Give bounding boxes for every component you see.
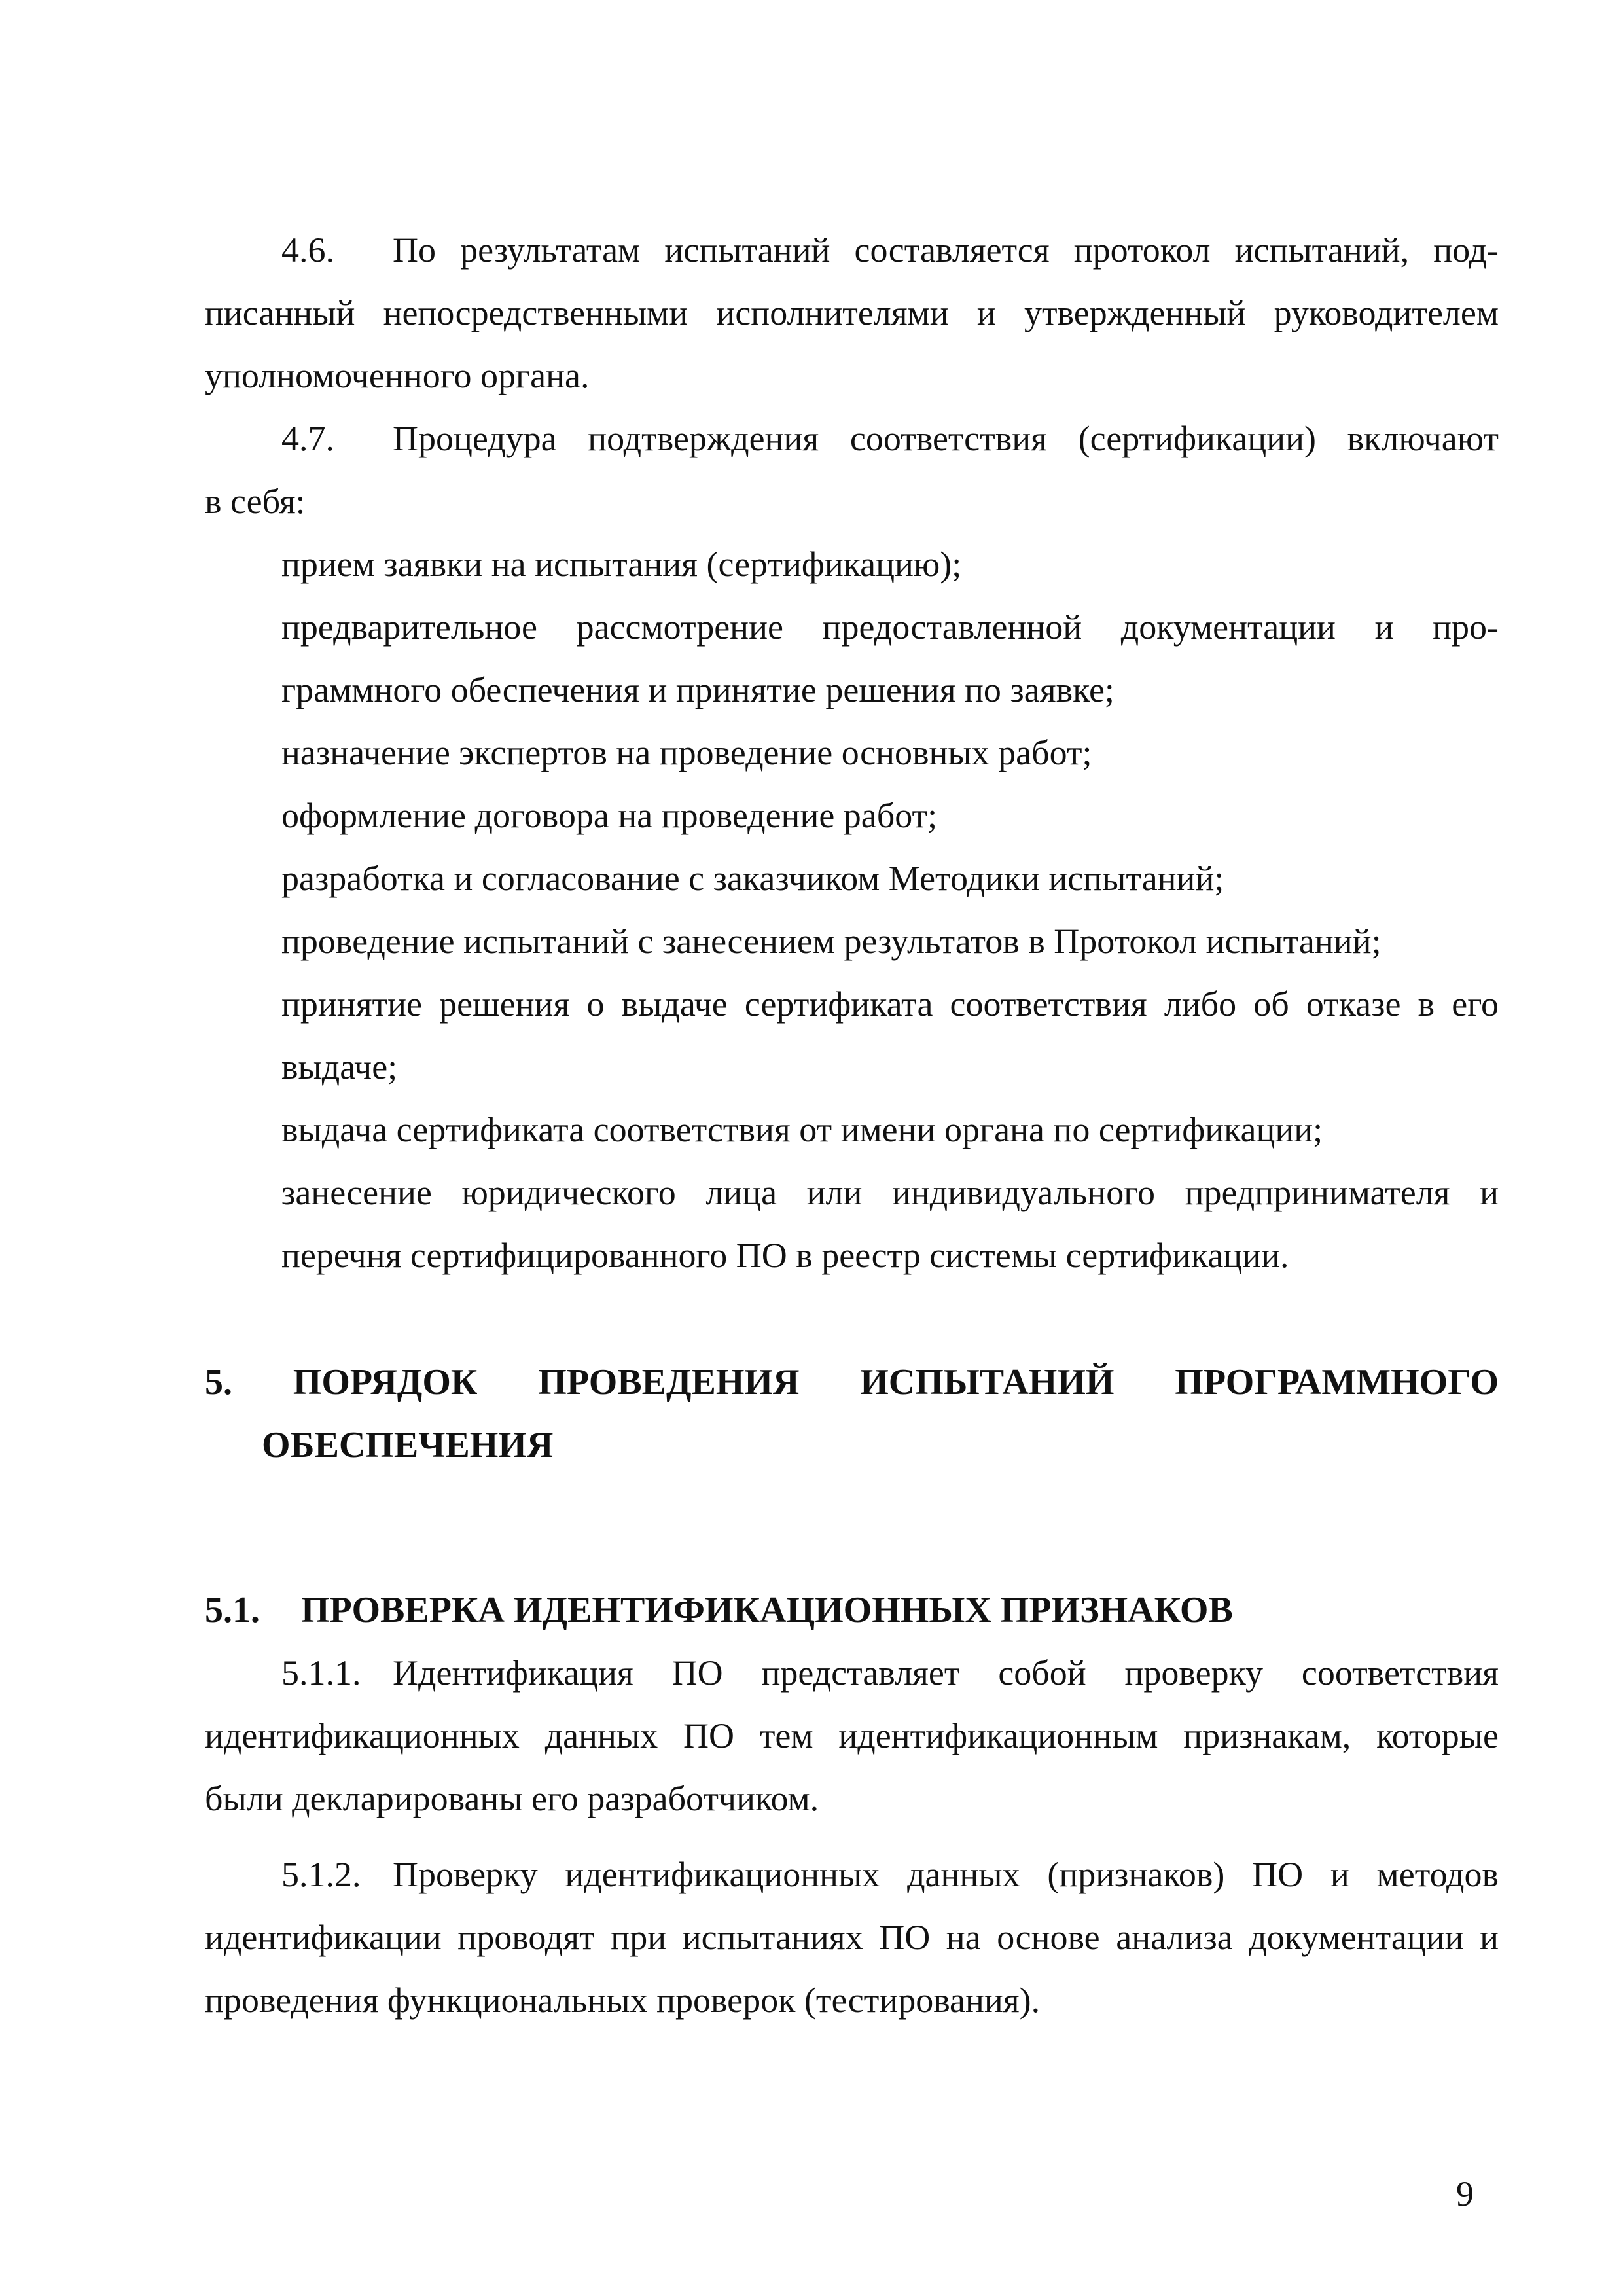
paragraph-5-1-1-number: 5.1.1.: [281, 1653, 361, 1693]
list-item: оформление договора на проведение работ;: [281, 796, 938, 835]
paragraph-5-1-2-text-1: Проверку идентификационных данных (признаков) ПО и методов: [393, 1855, 1499, 1894]
list-item: предварительное рассмотрение предоставленной документации и про-: [281, 607, 1499, 647]
paragraph-5-1-1-line-1: [281, 1652, 1499, 1694]
paragraph-4-7-text-1: Процедура подтверждения соответствия (сертификации) включают: [393, 419, 1499, 458]
paragraph-5-1-2-line-1: [281, 1854, 1499, 1895]
paragraph-4-7-line-1: [281, 418, 1499, 459]
subsection-5-1-number: 5.1.: [205, 1590, 260, 1630]
list-item: граммного обеспечения и принятие решения по заявке;: [281, 670, 1115, 709]
paragraph-4-6-line-3: уполномоченного органа.: [205, 356, 590, 395]
list-item: прием заявки на испытания (сертификацию);: [281, 545, 962, 584]
paragraph-5-1-1-text-1: Идентификация ПО представляет собой проверку соответствия: [393, 1653, 1499, 1693]
list-item: разработка и согласование с заказчиком Методики испытаний;: [281, 859, 1224, 898]
section-5-heading-line-2: ОБЕСПЕЧЕНИЯ: [262, 1425, 554, 1465]
paragraph-4-6-line-1: [281, 229, 1499, 271]
subsection-5-1-title: ПРОВЕРКА ИДЕНТИФИКАЦИОННЫХ ПРИЗНАКОВ: [301, 1590, 1233, 1630]
paragraph-4-6-text-1: По результатам испытаний составляется протокол испытаний, под-: [393, 230, 1499, 270]
paragraph-4-7-number: 4.7.: [281, 419, 334, 458]
list-item: проведение испытаний с занесением результатов в Протокол испытаний;: [281, 922, 1382, 961]
paragraph-4-6-number: 4.6.: [281, 230, 334, 270]
paragraph-5-1-2-number: 5.1.2.: [281, 1855, 361, 1894]
subsection-5-1-heading: [205, 1589, 1233, 1631]
paragraph-4-7-line-2: в себя:: [205, 482, 306, 521]
list-item: занесение юридического лица или индивидуального предпринимателя и: [281, 1173, 1499, 1212]
paragraph-5-1-1-line-2: идентификационных данных ПО тем идентификационным признакам, которые: [205, 1716, 1499, 1755]
list-item: перечня сертифицированного ПО в реестр системы сертификации.: [281, 1236, 1289, 1275]
paragraph-5-1-1-line-3: были декларированы его разработчиком.: [205, 1779, 819, 1818]
paragraph-5-1-2-line-2: идентификации проводят при испытаниях ПО на основе анализа документации и: [205, 1918, 1499, 1957]
paragraph-5-1-2-line-3: проведения функциональных проверок (тестирования).: [205, 1981, 1041, 2020]
list-item: принятие решения о выдаче сертификата соответствия либо об отказе в его: [281, 984, 1499, 1024]
section-5-heading-line-1: 5. ПОРЯДОК ПРОВЕДЕНИЯ ИСПЫТАНИЙ ПРОГРАММНОГО: [205, 1362, 1499, 1403]
list-item: назначение экспертов на проведение основных работ;: [281, 733, 1092, 772]
paragraph-4-6-line-2: писанный непосредственными исполнителями и утвержденный руководителем: [205, 293, 1499, 332]
list-item: выдаче;: [281, 1047, 398, 1086]
page-number: 9: [1456, 2174, 1474, 2214]
list-item: выдача сертификата соответствия от имени органа по сертификации;: [281, 1110, 1323, 1149]
